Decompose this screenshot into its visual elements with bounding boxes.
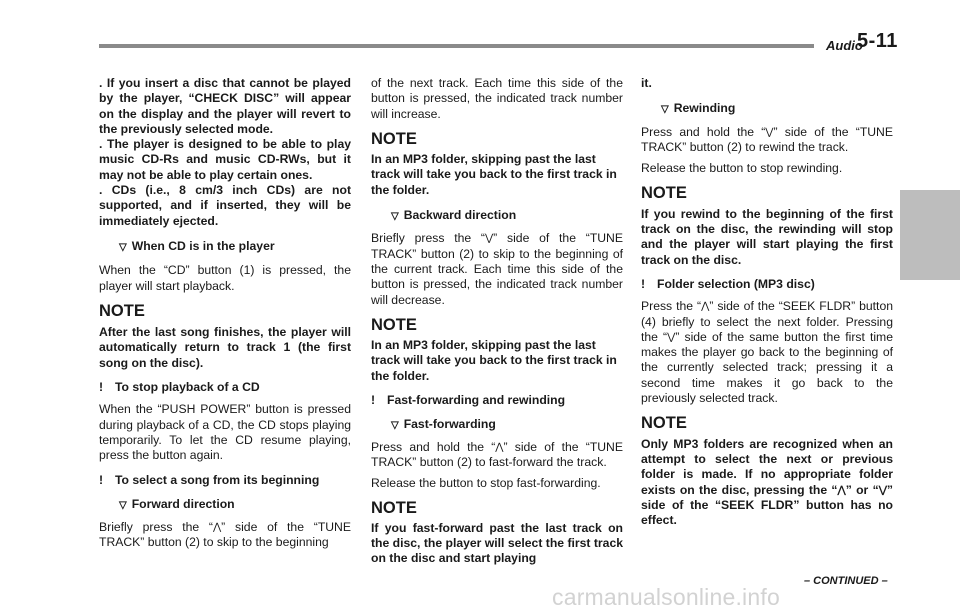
down-chevron-icon: ⋁ (484, 233, 494, 245)
body-text: When the “PUSH POWER” button is pressed during playback of a CD, the CD stops playing temporarily. To let the CD resume playing, press the button again. (99, 402, 351, 463)
triangle-icon: ▽ (391, 420, 399, 432)
up-chevron-icon: ⋀ (495, 441, 504, 453)
note-text: If you fast-forward past the last track on the disc, the player will select the first track on the disc and start playing (371, 520, 623, 566)
up-chevron-icon: ⋀ (212, 522, 222, 534)
up-chevron-icon: ⋀ (837, 484, 846, 496)
subheading: ▽ Forward direction (99, 497, 351, 513)
body-text: Release the button to stop rewinding. (641, 161, 843, 176)
note-title: NOTE (641, 414, 687, 433)
body-text: Briefly press the “⋁” side of the “TUNE TRACK” button (2) to skip to the beginning of the current track. Each time this side of the button is pressed, the indicated track number will decrease. (371, 231, 623, 307)
header-rule (99, 44, 814, 48)
up-chevron-icon: ⋀ (701, 301, 710, 313)
note-title: NOTE (641, 184, 687, 203)
page-number: 5-11 (857, 30, 898, 52)
body-text: When the “CD” button (1) is pressed, the player will start playback. (99, 263, 351, 293)
subheading: ▽ Backward direction (371, 208, 623, 224)
note-text: In an MP3 folder, skipping past the last track will take you back to the first track in the folder. (371, 152, 617, 197)
heading: ! Fast-forwarding and rewinding (371, 393, 566, 408)
note-text: In an MP3 folder, skipping past the last track will take you back to the first track in the folder. (371, 338, 617, 383)
chapter-tab (900, 190, 960, 280)
subheading: ▽ Rewinding (641, 101, 893, 117)
continued-label: – CONTINUED – (804, 575, 888, 587)
triangle-icon: ▽ (119, 241, 127, 253)
bullet-item: . CDs (i.e., 8 cm/3 inch CDs) are not supported, and if inserted, they will be immediately ejected. (99, 183, 352, 228)
heading: ! To select a song from its beginning (99, 472, 320, 487)
down-chevron-icon: ⋁ (667, 331, 676, 343)
note-text: If you rewind to the beginning of the first track on the disc, the rewinding will stop and the player will start playing the first track on the disc. (641, 206, 893, 267)
down-chevron-icon: ⋁ (765, 126, 774, 138)
heading: ! To stop playback of a CD (99, 380, 260, 395)
body-text: of the next track. Each time this side of the button is pressed, the indicated track number will increase. (371, 76, 623, 121)
note-title: NOTE (371, 129, 417, 148)
body-text: Briefly press the “⋀” side of the “TUNE TRACK” button (2) to skip to the beginning (99, 520, 351, 550)
bullet-item: . If you insert a disc that cannot be played by the player, “CHECK DISC” will appear on the display and the player will revert to the previously selected mode. (99, 76, 351, 136)
column-3 (641, 76, 893, 528)
body-text: it. (641, 76, 652, 90)
watermark: carmanualsonline.info (552, 584, 780, 610)
section-title: Audio (826, 38, 863, 53)
triangle-icon: ▽ (391, 211, 399, 223)
subheading: ▽ Fast-forwarding (371, 417, 623, 433)
bullet-item: . The player is designed to be able to play music CD-Rs and music CD-RWs, but it may not be able to play certain ones. (99, 137, 351, 182)
exclamation-icon: ! (371, 393, 376, 408)
note-title: NOTE (99, 301, 145, 320)
down-chevron-icon: ⋁ (878, 484, 887, 496)
note-title: NOTE (371, 315, 417, 334)
body-text: Press and hold the “⋁” side of the “TUNE TRACK” button (2) to rewind the track. (641, 124, 893, 154)
exclamation-icon: ! (99, 472, 104, 487)
column-2 (371, 76, 623, 567)
triangle-icon: ▽ (661, 104, 669, 116)
body-text: Press and hold the “⋀” side of the “TUNE TRACK” button (2) to fast-forward the track. (371, 439, 623, 469)
column-1 (99, 76, 351, 551)
heading: ! Folder selection (MP3 disc) (641, 276, 815, 291)
note-title: NOTE (371, 498, 417, 517)
body-text: Release the button to stop fast-forwarding. (371, 476, 601, 491)
note-text: Only MP3 folders are recognized when an attempt to select the next or previous folder is made. If no appropriate folder exists on the disc, pressing the “⋀” or “⋁” side of the “SEEK FLDR” button has no effect. (641, 436, 893, 528)
note-text: After the last song finishes, the player will automatically return to track 1 (the first song on the disc). (99, 325, 351, 370)
triangle-icon: ▽ (119, 499, 127, 511)
exclamation-icon: ! (99, 380, 104, 395)
subheading: ▽ When CD is in the player (99, 239, 351, 255)
exclamation-icon: ! (641, 276, 646, 291)
body-text: Press the “⋀” side of the “SEEK FLDR” button (4) briefly to select the next folder. Pressing the “⋁” side of the same button the first time makes the player go back to the beginning of the currently selected track; pressing it a second time makes it go back to the previously selected track. (641, 299, 893, 406)
